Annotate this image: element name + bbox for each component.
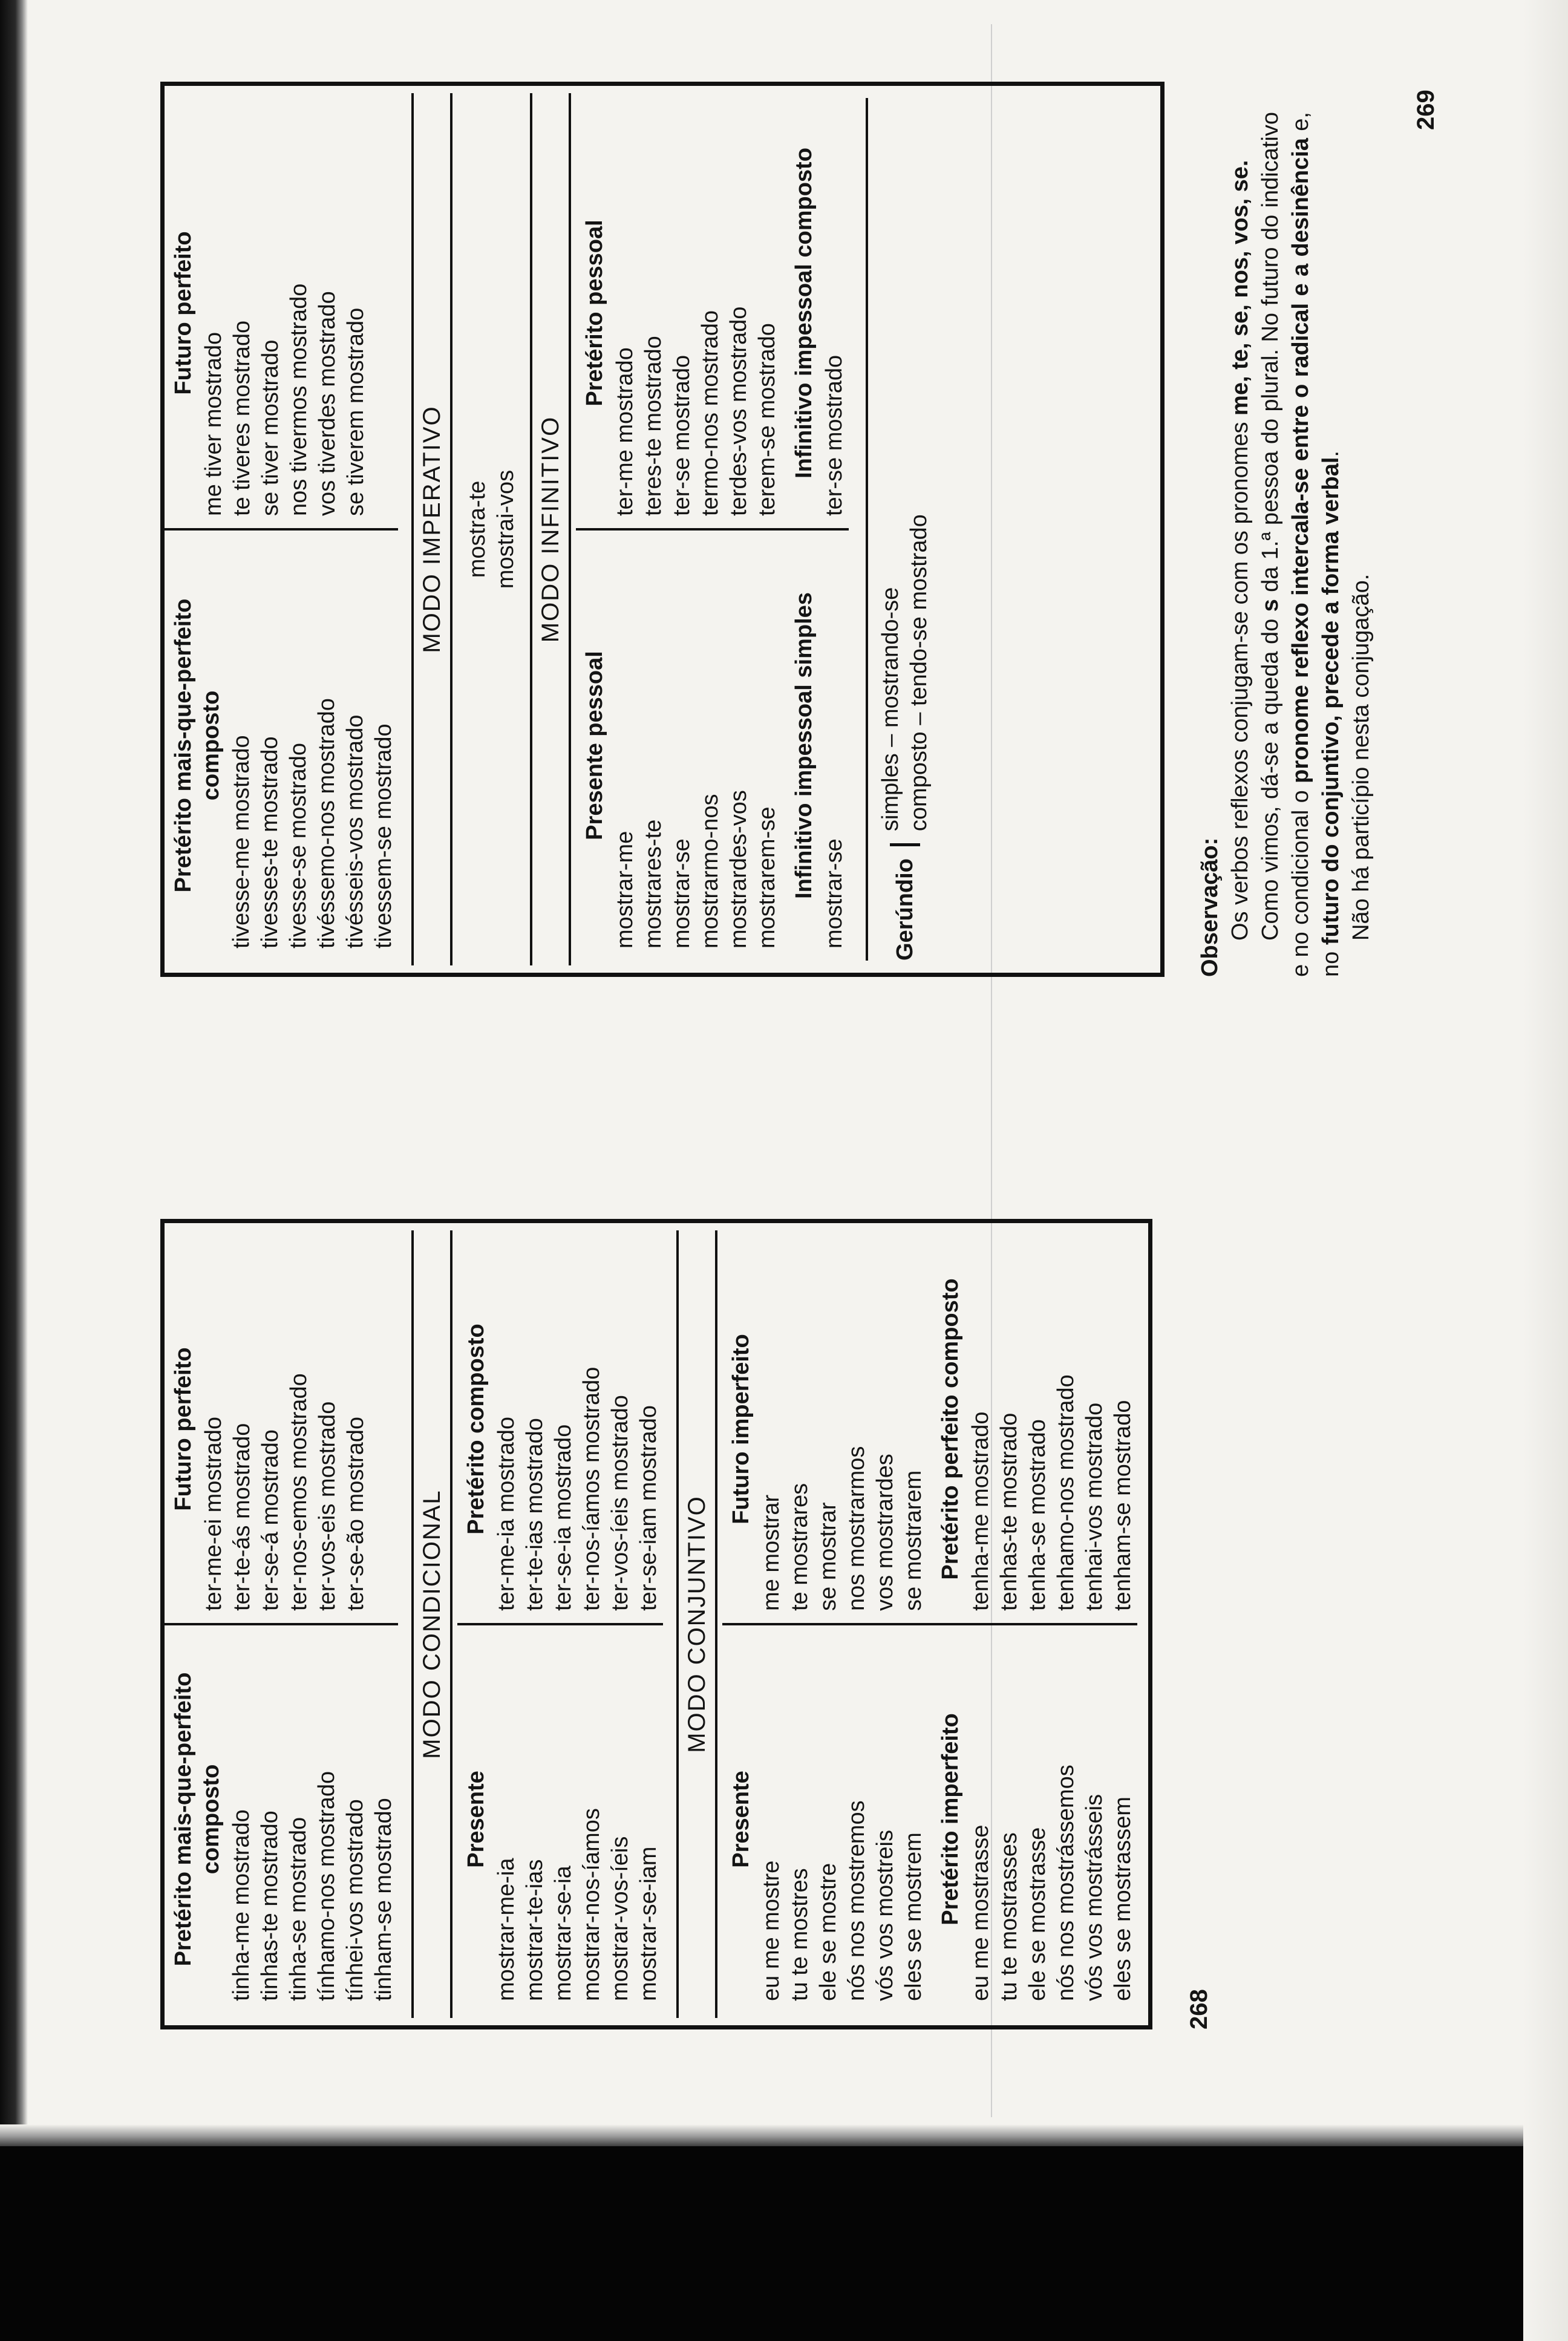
observation-text: e, no	[1288, 112, 1344, 977]
observation-paragraph	[1225, 112, 1255, 977]
conjugation-line: ter-se mostrado	[822, 354, 847, 516]
conjugation-table-269	[160, 82, 1165, 977]
conjugation-line: mostrai-vos	[493, 469, 518, 589]
conjugation-line: mostrar-se-ia	[550, 1866, 576, 2001]
tense-header: Infinitivo impessoal composto	[791, 148, 817, 478]
conjugation-line: termo-nos mostrado	[697, 310, 723, 516]
tense-header: Presente	[463, 1771, 489, 1868]
conjugation-line: mostrar-me-ia	[494, 1858, 519, 2001]
conjugation-line: ter-te-ias mostrado	[522, 1418, 547, 1611]
conjugation-line: ter-vos-eis mostrado	[315, 1401, 340, 1611]
page-number: 268	[1186, 1989, 1212, 2029]
conjugation-line: mostrar-se	[822, 838, 847, 948]
observation-title: Observação:	[1197, 837, 1223, 977]
conjugation-line: mostrar-te-ias	[522, 1859, 547, 2001]
conjugation-line: ter-se-á mostrado	[258, 1429, 283, 1611]
observation-note	[1195, 112, 1376, 977]
mode-title-infinitivo: MODO INFINITIVO	[530, 93, 571, 965]
conjugation-line: nos tivermos mostrado	[286, 283, 312, 516]
tense-column	[165, 1235, 398, 1625]
conjugation-line: tinham-se mostrado	[371, 1798, 396, 2001]
tense-column	[165, 98, 398, 531]
conjugation-line: tenhamo-nos mostrado	[1053, 1374, 1079, 1611]
tense-column	[576, 98, 849, 531]
conjugation-line: ter-se mostrado	[669, 354, 694, 516]
conjugation-line: tínhamo-nos mostrado	[314, 1771, 339, 2001]
conjugation-line: tenhai-vos mostrado	[1082, 1402, 1107, 1611]
conjugation-line: se mostrarem	[901, 1470, 926, 1611]
mode-title-imperativo: MODO IMPERATIVO	[411, 93, 452, 965]
conjugation-line: me tiver mostrado	[201, 331, 226, 516]
tense-column	[165, 531, 398, 961]
conjugation-line: ter-se-ão mostrado	[343, 1416, 368, 1611]
mode-title-condicional: MODO CONDICIONAL	[411, 1230, 452, 2018]
conjugation-line: tinha-me mostrado	[229, 1809, 254, 2001]
conjugation-line: vós vos mostrásseis	[1082, 1794, 1107, 2001]
conjugation-line: me mostrar	[759, 1494, 784, 1611]
observation-text: .	[1318, 451, 1344, 457]
tense-header: Infinitivo impessoal simples	[791, 592, 817, 899]
conjugation-line: tenham-se mostrado	[1110, 1400, 1135, 1611]
tense-header: Presente pessoal	[582, 651, 607, 840]
conjugation-line: mostrar-se-iam	[636, 1846, 661, 2001]
tense-header: Pretérito imperfeito	[938, 1713, 963, 1925]
conjugation-line: eles se mostrem	[901, 1832, 926, 2001]
conjugation-line: te mostrares	[787, 1483, 812, 1611]
observation-text: Como vimos, dá-se a queda do	[1258, 612, 1283, 941]
conjugation-line: mostrar-me	[612, 831, 638, 948]
conjugation-line: mostrarem-se	[754, 806, 780, 948]
conjugation-line: nós nos mostremos	[844, 1800, 869, 2001]
tense-header: Futuro perfeito	[171, 231, 196, 395]
conjugation-line: teres-te mostrado	[641, 336, 666, 516]
conjugation-line: ter-nos-íamos mostrado	[579, 1366, 604, 1611]
conjugation-line: nos mostrarmos	[844, 1446, 869, 1611]
observation-text: da 1.ª pessoa do plural. No futuro do indicativo e no condicional o	[1258, 112, 1313, 977]
conjugation-line: tenha-me mostrado	[968, 1411, 993, 1611]
conjugation-line: eu me mostre	[759, 1860, 784, 2001]
conjugation-line: composto – tendo-se mostrado	[906, 514, 932, 832]
tense-header: Presente	[728, 1771, 754, 1868]
tense-header: Pretérito mais-que-perfeito composto	[171, 598, 224, 893]
conjugation-line: tinha-se mostrado	[286, 1817, 311, 2001]
conjugation-line: mostrar-nos-íamos	[579, 1808, 604, 2001]
conjugation-line: ter-se-ia mostrado	[550, 1424, 576, 1611]
tense-column	[722, 1625, 1137, 2013]
page-number: 269	[1413, 90, 1439, 130]
conjugation-line: tinhas-te mostrado	[257, 1810, 283, 2001]
tense-header: Futuro perfeito	[171, 1347, 196, 1511]
gerundio-values	[877, 514, 933, 843]
observation-text: Os verbos reflexos conjugam-se com os pronomes	[1227, 415, 1253, 941]
conjugation-line: tivesses-te mostrado	[257, 736, 283, 948]
page-right-margin	[1523, 0, 1568, 2341]
book-spine-shadow	[0, 0, 28, 2341]
tense-column	[576, 531, 849, 961]
conjugation-line: tivéssemo-nos mostrado	[314, 698, 339, 948]
conjugation-line: terdes-vos mostrado	[726, 306, 751, 516]
conjugation-line: simples – mostrando-se	[878, 587, 903, 832]
conjugation-line: se tiver mostrado	[258, 339, 283, 516]
conjugation-line: mostrardes-vos	[726, 790, 751, 948]
infinitivo-columns	[576, 86, 849, 973]
conjugation-line: mostrar-se	[669, 838, 694, 948]
conjugation-line: ele se mostre	[815, 1863, 841, 2001]
observation-paragraph	[1255, 112, 1346, 977]
observation-emphasis: me, te, se, nos, vos, se.	[1227, 160, 1253, 416]
conjugation-line: tivesse-se mostrado	[286, 742, 311, 948]
conjugation-line: ter-me-ia mostrado	[494, 1417, 519, 1611]
conjugation-line: tivesse-me mostrado	[229, 735, 254, 948]
conjugation-line: ter-te-ás mostrado	[229, 1423, 255, 1611]
conjugation-line: ter-vos-íeis mostrado	[607, 1395, 633, 1611]
conjugation-line: mostra-te	[465, 480, 490, 578]
page-269	[154, 45, 1449, 1001]
condicional-columns	[457, 1223, 663, 2025]
conjugation-line: eu me mostrasse	[968, 1824, 993, 2001]
tense-column	[722, 1235, 1137, 1625]
conjugation-line: tivessem-se mostrado	[371, 723, 396, 948]
conjugation-line: terem-se mostrado	[754, 323, 780, 516]
imperativo-list	[457, 86, 526, 973]
conjugation-line: nós nos mostrássemos	[1053, 1765, 1079, 2001]
conjuntivo-columns	[722, 1223, 1137, 2025]
conjugation-line: vos mostrardes	[872, 1454, 898, 1611]
tense-column	[165, 1625, 398, 2013]
conjugation-line: vos tiverdes mostrado	[315, 291, 340, 516]
scanner-background	[0, 2146, 1523, 2341]
observation-paragraph: Não há particípio nesta conjugação.	[1348, 573, 1374, 941]
conjugation-line: tenhas-te mostrado	[996, 1412, 1022, 1611]
tense-header: Pretérito pessoal	[582, 220, 607, 406]
conjugation-line: se mostrar	[815, 1502, 841, 1611]
tense-column	[457, 1625, 663, 2013]
conjugation-line: tu te mostres	[787, 1868, 812, 2001]
top-tense-columns	[165, 1223, 398, 2025]
conjugation-line: te tiveres mostrado	[229, 320, 255, 516]
conjugation-line: vós vos mostreis	[872, 1830, 898, 2001]
conjugation-line: mostrar-vos-íeis	[607, 1836, 633, 2001]
conjugation-line: eles se mostrassem	[1110, 1797, 1135, 2001]
conjugation-line: se tiverem mostrado	[343, 307, 368, 516]
conjugation-line: ter-me mostrado	[612, 347, 638, 516]
gerundio-row	[866, 98, 933, 961]
tense-header: Pretérito mais-que-perfeito composto	[171, 1672, 224, 1967]
tense-header: Pretérito perfeito composto	[938, 1278, 963, 1580]
conjugation-line: tivésseis-vos mostrado	[342, 714, 368, 948]
observation-emphasis: futuro do conjuntivo, precede a forma verbal	[1318, 457, 1344, 945]
tense-header: Pretérito composto	[463, 1324, 489, 1535]
page-268	[154, 1183, 1406, 2054]
top-tense-columns	[165, 86, 398, 973]
gerundio-label: Gerúndio	[890, 843, 920, 961]
observation-emphasis: pronome reflexo intercala-se entre o radical e a desinência	[1288, 138, 1313, 783]
conjugation-line: mostrarmo-nos	[697, 794, 723, 948]
conjugation-line: tu te mostrasses	[996, 1832, 1022, 2001]
conjugation-line: ter-nos-emos mostrado	[286, 1373, 312, 1611]
tense-column	[457, 1235, 663, 1625]
conjugation-table-268	[160, 1219, 1152, 2029]
conjugation-line: tenha-se mostrado	[1025, 1419, 1050, 1611]
conjugation-line: tínhei-vos mostrado	[342, 1799, 368, 2001]
conjugation-line: ter-se-iam mostrado	[636, 1405, 661, 1611]
conjugation-line: ele se mostrasse	[1025, 1827, 1050, 2001]
tense-header: Futuro imperfeito	[728, 1334, 754, 1524]
mode-title-conjuntivo: MODO CONJUNTIVO	[676, 1230, 717, 2018]
conjugation-line: mostrares-te	[641, 819, 666, 948]
conjugation-line: ter-me-ei mostrado	[201, 1417, 226, 1611]
observation-emphasis: s	[1258, 599, 1283, 612]
